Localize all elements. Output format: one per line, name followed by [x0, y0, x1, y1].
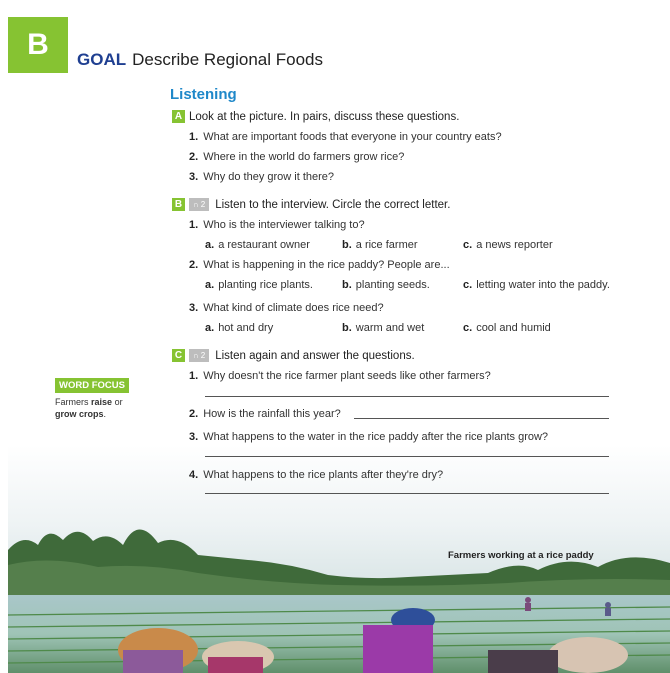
option-b3-a[interactable] — [205, 322, 273, 334]
option-letter: a. — [205, 239, 215, 251]
option-text: a restaurant owner — [218, 239, 310, 251]
audio-track-button[interactable] — [189, 349, 209, 362]
exercise-b-text: Listen to the interview. Circle the correct letter. — [215, 198, 451, 211]
option-letter: b. — [342, 239, 352, 251]
question-number: 2. — [189, 151, 199, 163]
question-text: Why doesn't the rice farmer plant seeds like other farmers? — [203, 370, 491, 382]
option-letter: b. — [342, 279, 352, 291]
option-b1-a[interactable] — [205, 239, 310, 251]
question-c1 — [189, 370, 491, 382]
word-focus-text — [55, 396, 140, 420]
question-b3 — [189, 302, 384, 314]
option-letter: c. — [463, 279, 473, 291]
wf-mid: or — [114, 397, 123, 407]
section-badge: B — [8, 17, 68, 73]
wf-word-grow-crops: grow crops — [55, 409, 104, 419]
option-letter: c. — [463, 322, 473, 334]
question-number: 4. — [189, 469, 199, 481]
answer-line-c3[interactable] — [205, 456, 609, 457]
question-a2 — [189, 151, 404, 163]
question-text: Who is the interviewer talking to? — [203, 219, 365, 231]
goal-label: GOAL — [77, 50, 127, 69]
option-b2-a[interactable] — [205, 279, 313, 291]
option-b1-b[interactable] — [342, 239, 418, 251]
question-text: What happens to the rice plants after they're dry? — [203, 469, 444, 481]
exercise-c-text: Listen again and answer the questions. — [215, 349, 415, 362]
exercise-b-instruction — [172, 198, 450, 211]
question-text: What happens to the water in the rice paddy after the rice plants grow? — [203, 431, 549, 443]
wf-post: . — [103, 409, 107, 419]
question-number: 2. — [189, 259, 199, 271]
question-text: What are important foods that everyone in your country eats? — [203, 131, 502, 143]
option-b2-c[interactable] — [463, 279, 610, 291]
question-number: 3. — [189, 431, 199, 443]
exercise-c-instruction — [172, 349, 415, 362]
option-text: a news reporter — [476, 239, 553, 251]
question-number: 2. — [189, 408, 199, 420]
exercise-b-badge: B — [172, 198, 185, 211]
question-c2 — [189, 408, 341, 420]
answer-line-c2[interactable] — [354, 418, 609, 419]
option-letter: a. — [205, 322, 215, 334]
question-number: 1. — [189, 370, 199, 382]
question-number: 1. — [189, 219, 199, 231]
question-c3 — [189, 431, 548, 443]
option-text: planting rice plants. — [218, 279, 313, 291]
question-c4 — [189, 469, 443, 481]
option-b2-b[interactable] — [342, 279, 430, 291]
headphones-icon: ∩ — [193, 351, 199, 360]
option-text: planting seeds. — [355, 279, 430, 291]
wf-pre: Farmers — [55, 397, 89, 407]
exercise-a-badge: A — [172, 110, 185, 123]
track-number: 2 — [200, 200, 206, 209]
option-b3-c[interactable] — [463, 322, 551, 334]
track-number: 2 — [200, 351, 206, 360]
question-text: What kind of climate does rice need? — [203, 302, 384, 314]
wf-word-raise: raise — [91, 397, 113, 407]
option-text: letting water into the paddy. — [476, 279, 610, 291]
question-text: What is happening in the rice paddy? People are... — [203, 259, 450, 271]
photo-caption: Farmers working at a rice paddy — [448, 550, 594, 561]
exercise-a-instruction — [172, 110, 459, 123]
word-focus-tag: WORD FOCUS — [55, 378, 129, 393]
option-text: warm and wet — [355, 322, 425, 334]
audio-track-button[interactable] — [189, 198, 209, 211]
question-text: Why do they grow it there? — [203, 171, 335, 183]
option-letter: b. — [342, 322, 352, 334]
answer-line-c4[interactable] — [205, 493, 609, 494]
question-b1 — [189, 219, 365, 231]
option-text: hot and dry — [218, 322, 274, 334]
answer-line-c1[interactable] — [205, 396, 609, 397]
question-a3 — [189, 171, 334, 183]
question-text: How is the rainfall this year? — [203, 408, 341, 420]
goal-text: Describe Regional Foods — [132, 50, 323, 69]
option-text: a rice farmer — [355, 239, 418, 251]
question-number: 3. — [189, 302, 199, 314]
option-text: cool and humid — [476, 322, 551, 334]
question-number: 3. — [189, 171, 199, 183]
option-b1-c[interactable] — [463, 239, 553, 251]
exercise-c-badge: C — [172, 349, 185, 362]
question-text: Where in the world do farmers grow rice? — [203, 151, 405, 163]
option-letter: c. — [463, 239, 473, 251]
goal-heading — [77, 50, 323, 70]
option-letter: a. — [205, 279, 215, 291]
question-number: 1. — [189, 131, 199, 143]
listening-heading: Listening — [170, 86, 237, 103]
headphones-icon: ∩ — [193, 200, 199, 209]
exercise-a-text: Look at the picture. In pairs, discuss these questions. — [189, 110, 460, 123]
question-b2 — [189, 259, 450, 271]
option-b3-b[interactable] — [342, 322, 424, 334]
question-a1 — [189, 131, 502, 143]
